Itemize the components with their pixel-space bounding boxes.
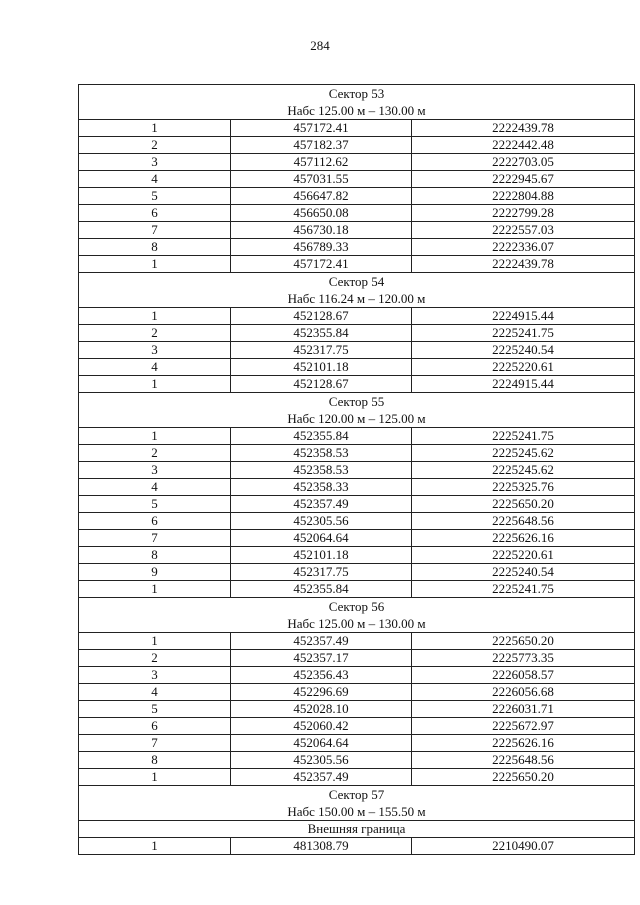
y-coordinate-cell: 2222439.78 — [412, 120, 635, 137]
table-row — [79, 496, 635, 513]
sector-header-row — [79, 786, 635, 821]
sector-elevation-range: Набс 116.24 м – 120.00 м — [287, 291, 426, 306]
y-coordinate-cell: 2225672.97 — [412, 718, 635, 735]
sector-header-row — [79, 85, 635, 120]
sector-header — [79, 273, 635, 308]
table-row — [79, 718, 635, 735]
x-coordinate-cell: 452064.64 — [231, 530, 412, 547]
point-number-cell: 6 — [79, 513, 231, 530]
y-coordinate-cell: 2222557.03 — [412, 222, 635, 239]
x-coordinate-cell: 452357.49 — [231, 769, 412, 786]
sector-header — [79, 393, 635, 428]
y-coordinate-cell: 2225240.54 — [412, 564, 635, 581]
sector-subheader-row — [79, 821, 635, 838]
table-row — [79, 479, 635, 496]
point-number-cell: 9 — [79, 564, 231, 581]
sector-subheader: Внешняя граница — [79, 821, 635, 838]
y-coordinate-cell: 2222804.88 — [412, 188, 635, 205]
point-number-cell: 2 — [79, 445, 231, 462]
point-number-cell: 1 — [79, 769, 231, 786]
x-coordinate-cell: 456730.18 — [231, 222, 412, 239]
x-coordinate-cell: 452128.67 — [231, 376, 412, 393]
y-coordinate-cell: 2225626.16 — [412, 530, 635, 547]
sector-title: Сектор 54 — [328, 274, 385, 289]
table-row — [79, 205, 635, 222]
y-coordinate-cell: 2225650.20 — [412, 769, 635, 786]
y-coordinate-cell: 2225241.75 — [412, 581, 635, 598]
table-row — [79, 701, 635, 718]
y-coordinate-cell: 2225650.20 — [412, 633, 635, 650]
point-number-cell: 3 — [79, 462, 231, 479]
x-coordinate-cell: 456650.08 — [231, 205, 412, 222]
table-row — [79, 462, 635, 479]
y-coordinate-cell: 2225325.76 — [412, 479, 635, 496]
coordinates-table-body — [79, 85, 635, 855]
x-coordinate-cell: 452355.84 — [231, 428, 412, 445]
x-coordinate-cell: 452357.49 — [231, 633, 412, 650]
y-coordinate-cell: 2225648.56 — [412, 513, 635, 530]
point-number-cell: 7 — [79, 530, 231, 547]
y-coordinate-cell: 2224915.44 — [412, 308, 635, 325]
table-row — [79, 769, 635, 786]
point-number-cell: 2 — [79, 650, 231, 667]
x-coordinate-cell: 456789.33 — [231, 239, 412, 256]
sector-title: Сектор 56 — [328, 599, 385, 614]
x-coordinate-cell: 452060.42 — [231, 718, 412, 735]
y-coordinate-cell: 2224915.44 — [412, 376, 635, 393]
x-coordinate-cell: 457182.37 — [231, 137, 412, 154]
x-coordinate-cell: 457031.55 — [231, 171, 412, 188]
sector-title: Сектор 57 — [328, 787, 385, 802]
point-number-cell: 6 — [79, 718, 231, 735]
point-number-cell: 1 — [79, 581, 231, 598]
table-row — [79, 684, 635, 701]
x-coordinate-cell: 452317.75 — [231, 342, 412, 359]
point-number-cell: 3 — [79, 154, 231, 171]
x-coordinate-cell: 452358.53 — [231, 445, 412, 462]
point-number-cell: 5 — [79, 188, 231, 205]
y-coordinate-cell: 2226058.57 — [412, 667, 635, 684]
sector-elevation-range: Набс 125.00 м – 130.00 м — [287, 616, 426, 631]
table-row — [79, 308, 635, 325]
y-coordinate-cell: 2222703.05 — [412, 154, 635, 171]
table-row — [79, 120, 635, 137]
point-number-cell: 4 — [79, 359, 231, 376]
x-coordinate-cell: 452305.56 — [231, 752, 412, 769]
y-coordinate-cell: 2226031.71 — [412, 701, 635, 718]
y-coordinate-cell: 2225773.35 — [412, 650, 635, 667]
x-coordinate-cell: 452317.75 — [231, 564, 412, 581]
table-row — [79, 547, 635, 564]
table-row — [79, 581, 635, 598]
y-coordinate-cell: 2225241.75 — [412, 325, 635, 342]
table-row — [79, 154, 635, 171]
table-row — [79, 188, 635, 205]
table-row — [79, 376, 635, 393]
y-coordinate-cell: 2225220.61 — [412, 547, 635, 564]
y-coordinate-cell: 2226056.68 — [412, 684, 635, 701]
sector-header — [79, 786, 635, 821]
table-row — [79, 752, 635, 769]
sector-title: Сектор 53 — [328, 86, 385, 101]
table-row — [79, 222, 635, 239]
point-number-cell: 6 — [79, 205, 231, 222]
table-row — [79, 445, 635, 462]
y-coordinate-cell: 2222336.07 — [412, 239, 635, 256]
x-coordinate-cell: 457112.62 — [231, 154, 412, 171]
sector-elevation-range: Набс 125.00 м – 130.00 м — [287, 103, 426, 118]
point-number-cell: 1 — [79, 428, 231, 445]
table-row — [79, 359, 635, 376]
x-coordinate-cell: 452064.64 — [231, 735, 412, 752]
y-coordinate-cell: 2222945.67 — [412, 171, 635, 188]
x-coordinate-cell: 452355.84 — [231, 581, 412, 598]
x-coordinate-cell: 452358.33 — [231, 479, 412, 496]
coordinates-table — [78, 84, 635, 855]
point-number-cell: 5 — [79, 701, 231, 718]
sector-elevation-range: Набс 120.00 м – 125.00 м — [287, 411, 426, 426]
x-coordinate-cell: 452358.53 — [231, 462, 412, 479]
table-row — [79, 838, 635, 855]
table-row — [79, 667, 635, 684]
x-coordinate-cell: 452296.69 — [231, 684, 412, 701]
point-number-cell: 8 — [79, 239, 231, 256]
y-coordinate-cell: 2225626.16 — [412, 735, 635, 752]
table-row — [79, 633, 635, 650]
point-number-cell: 4 — [79, 171, 231, 188]
table-row — [79, 564, 635, 581]
point-number-cell: 1 — [79, 120, 231, 137]
y-coordinate-cell: 2222442.48 — [412, 137, 635, 154]
x-coordinate-cell: 456647.82 — [231, 188, 412, 205]
sector-elevation-range: Набс 150.00 м – 155.50 м — [287, 804, 426, 819]
point-number-cell: 1 — [79, 838, 231, 855]
x-coordinate-cell: 452028.10 — [231, 701, 412, 718]
point-number-cell: 4 — [79, 479, 231, 496]
table-row — [79, 530, 635, 547]
y-coordinate-cell: 2210490.07 — [412, 838, 635, 855]
table-row — [79, 650, 635, 667]
y-coordinate-cell: 2225220.61 — [412, 359, 635, 376]
table-row — [79, 239, 635, 256]
x-coordinate-cell: 452101.18 — [231, 359, 412, 376]
sector-title: Сектор 55 — [328, 394, 385, 409]
sector-header-row — [79, 598, 635, 633]
y-coordinate-cell: 2225240.54 — [412, 342, 635, 359]
point-number-cell: 4 — [79, 684, 231, 701]
x-coordinate-cell: 481308.79 — [231, 838, 412, 855]
x-coordinate-cell: 452356.43 — [231, 667, 412, 684]
point-number-cell: 1 — [79, 376, 231, 393]
x-coordinate-cell: 452128.67 — [231, 308, 412, 325]
x-coordinate-cell: 452101.18 — [231, 547, 412, 564]
x-coordinate-cell: 457172.41 — [231, 120, 412, 137]
point-number-cell: 5 — [79, 496, 231, 513]
y-coordinate-cell: 2225650.20 — [412, 496, 635, 513]
point-number-cell: 1 — [79, 633, 231, 650]
point-number-cell: 3 — [79, 342, 231, 359]
point-number-cell: 7 — [79, 222, 231, 239]
table-row — [79, 137, 635, 154]
point-number-cell: 1 — [79, 256, 231, 273]
point-number-cell: 7 — [79, 735, 231, 752]
sector-header — [79, 598, 635, 633]
x-coordinate-cell: 457172.41 — [231, 256, 412, 273]
sector-header-row — [79, 393, 635, 428]
point-number-cell: 8 — [79, 752, 231, 769]
x-coordinate-cell: 452355.84 — [231, 325, 412, 342]
point-number-cell: 1 — [79, 308, 231, 325]
x-coordinate-cell: 452305.56 — [231, 513, 412, 530]
sector-header-row — [79, 273, 635, 308]
y-coordinate-cell: 2222799.28 — [412, 205, 635, 222]
point-number-cell: 8 — [79, 547, 231, 564]
y-coordinate-cell: 2225241.75 — [412, 428, 635, 445]
sector-header — [79, 85, 635, 120]
table-row — [79, 513, 635, 530]
y-coordinate-cell: 2225245.62 — [412, 445, 635, 462]
table-row — [79, 342, 635, 359]
y-coordinate-cell: 2225648.56 — [412, 752, 635, 769]
table-row — [79, 325, 635, 342]
page-number: 284 — [310, 38, 330, 53]
point-number-cell: 2 — [79, 137, 231, 154]
y-coordinate-cell: 2225245.62 — [412, 462, 635, 479]
x-coordinate-cell: 452357.49 — [231, 496, 412, 513]
point-number-cell: 2 — [79, 325, 231, 342]
x-coordinate-cell: 452357.17 — [231, 650, 412, 667]
table-row — [79, 735, 635, 752]
table-row — [79, 428, 635, 445]
y-coordinate-cell: 2222439.78 — [412, 256, 635, 273]
point-number-cell: 3 — [79, 667, 231, 684]
table-row — [79, 256, 635, 273]
table-row — [79, 171, 635, 188]
